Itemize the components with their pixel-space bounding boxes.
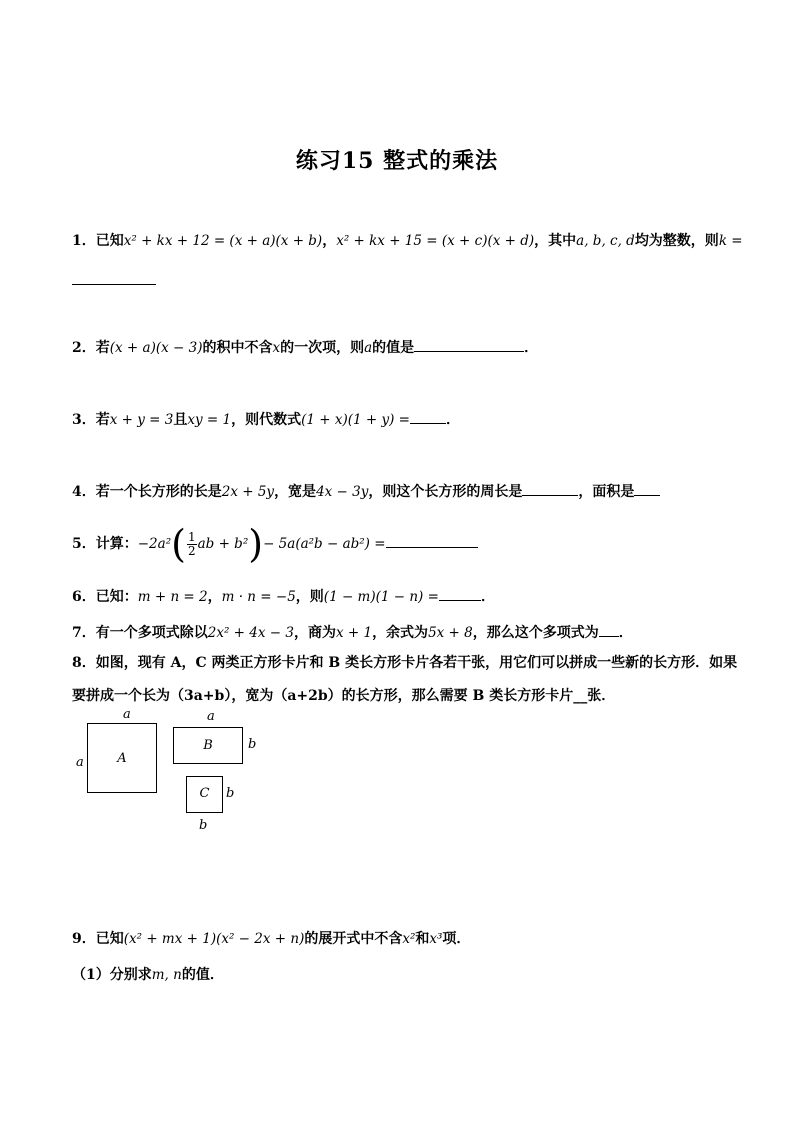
q6-end: ． xyxy=(480,589,495,605)
question-number: 7． xyxy=(72,625,96,641)
q3-answer-blank[interactable] xyxy=(410,409,446,424)
question-number: 8． xyxy=(72,655,96,671)
q6-answer-blank[interactable] xyxy=(439,586,481,601)
q2-answer-blank[interactable] xyxy=(414,337,524,352)
q7-end: ． xyxy=(618,625,633,641)
question-2 xyxy=(72,337,538,358)
q2-end: ． xyxy=(524,340,539,356)
q6-expr-1: m + n = 2 xyxy=(137,589,208,605)
q1-expr-2: x² + kx + 15 = (x + c)(x + d) xyxy=(336,233,535,249)
q3-expr-2: xy = 1 xyxy=(187,412,232,428)
q4-text: 若一个长方形的长是 xyxy=(95,484,222,500)
card-c xyxy=(186,776,223,813)
q1-answer-blank[interactable] xyxy=(72,270,156,285)
q1-expr-3: a, b, c, d xyxy=(576,233,635,249)
q4-text-3: ，则这个长方形的周长是 xyxy=(368,484,523,500)
question-number: 2． xyxy=(72,340,96,356)
question-number: 9． xyxy=(72,931,96,947)
q9-text: 已知 xyxy=(95,931,124,947)
q2-expr-2: x xyxy=(272,340,281,356)
label-b-right: b xyxy=(248,737,257,752)
fraction xyxy=(187,531,197,558)
question-9-part-1 xyxy=(72,965,224,985)
q4-expr-2: 4x − 3y xyxy=(316,484,369,500)
question-4 xyxy=(72,481,660,502)
question-number: 3． xyxy=(72,412,96,428)
q8-text-line-1: 如图，现有 A，C 两类正方形卡片和 B 类长方形卡片各若干张，用它们可以拼成一些新的长方形．如果 xyxy=(95,655,738,671)
question-8-line-1 xyxy=(72,653,737,673)
q1-text-3: 均为整数，则 xyxy=(634,233,719,249)
q9-expr-3: x³ xyxy=(429,931,443,947)
q5-expr-2: ab + b² xyxy=(197,536,249,552)
question-number: 1． xyxy=(72,233,96,249)
q3-expr-1: x + y = 3 xyxy=(109,412,174,428)
question-number: 6． xyxy=(72,589,96,605)
question-number: 4． xyxy=(72,484,96,500)
q7-expr-3: 5x + 8 xyxy=(428,625,473,641)
q4-expr-1: 2x + 5y xyxy=(221,484,275,500)
q9-text-3: 和 xyxy=(415,931,430,947)
q5-expr-3: − 5a xyxy=(263,536,296,552)
q7-text-4: ，那么这个多项式为 xyxy=(472,625,599,641)
sub1-text-2: 的值． xyxy=(181,967,224,983)
q5-expr-1: −2a² xyxy=(137,536,172,552)
q8-text-line-2: 要拼成一个长为（3a+b），宽为（a+2b）的长方形，那么需要 B 类长方形卡片__张． xyxy=(72,688,616,704)
card-b-label: B xyxy=(203,738,213,753)
fraction-numerator: 1 xyxy=(187,529,196,544)
q2-text-2: 的积中不含 xyxy=(202,340,273,356)
q1-text: 已知 xyxy=(95,233,124,249)
label-c-right: b xyxy=(226,786,235,801)
card-c-label: C xyxy=(199,786,210,801)
q9-expr-2: x² xyxy=(402,931,416,947)
q6-expr-3: (1 − m)(1 − n) = xyxy=(323,589,439,605)
sub-question-label: （1） xyxy=(72,967,110,983)
right-paren-icon: ) xyxy=(248,522,264,566)
q6-text: 已知： xyxy=(95,589,138,605)
label-b-top: a xyxy=(207,709,215,724)
q7-text: 有一个多项式除以 xyxy=(95,625,208,641)
q6-separator: ， xyxy=(207,589,222,605)
q7-text-3: ，余式为 xyxy=(372,625,429,641)
q1-text-2: ，其中 xyxy=(534,233,577,249)
q2-text: 若 xyxy=(95,340,110,356)
question-8-line-2 xyxy=(72,686,615,706)
sub1-text: 分别求 xyxy=(109,967,152,983)
q9-text-2: 的展开式中不含 xyxy=(304,931,403,947)
label-a-left: a xyxy=(76,755,84,770)
label-c-bottom: b xyxy=(199,818,208,833)
q1-expr-4: k = xyxy=(718,233,743,249)
q2-text-3: 的一次项，则 xyxy=(280,340,365,356)
q5-expr-4: (a²b − ab²) = xyxy=(295,536,386,552)
q7-expr-1: 2x² + 4x − 3 xyxy=(207,625,294,641)
q2-text-4: 的值是 xyxy=(372,340,415,356)
card-b xyxy=(173,727,243,764)
q5-answer-blank[interactable] xyxy=(386,533,478,548)
q4-text-2: ，宽是 xyxy=(274,484,317,500)
card-a xyxy=(87,723,157,793)
q1-expr-1: x² + kx + 12 = (x + a)(x + b) xyxy=(123,233,323,249)
q3-text: 若 xyxy=(95,412,110,428)
question-number: 5． xyxy=(72,536,96,552)
card-a-label: A xyxy=(117,751,127,766)
question-7 xyxy=(72,622,633,643)
q7-expr-2: x + 1 xyxy=(335,625,373,641)
q9-text-4: 项． xyxy=(442,931,471,947)
left-paren-icon: ( xyxy=(171,522,186,566)
fraction-denominator: 2 xyxy=(187,543,196,558)
label-a-top: a xyxy=(123,707,131,722)
q9-expr-1: (x² + mx + 1)(x² − 2x + n) xyxy=(123,931,305,947)
q3-expr-3: (1 + x)(1 + y) = xyxy=(301,412,410,428)
q6-expr-2: m · n = −5 xyxy=(221,589,296,605)
question-9 xyxy=(72,929,470,949)
q3-text-2: 且 xyxy=(173,412,188,428)
q7-answer-blank[interactable] xyxy=(599,622,619,637)
q3-end: ． xyxy=(446,412,460,428)
q3-text-3: ，则代数式 xyxy=(231,412,302,428)
q6-text-2: ，则 xyxy=(295,589,324,605)
page-title: 练习15 整式的乘法 xyxy=(295,148,499,174)
sub1-expr: m, n xyxy=(151,967,182,983)
q4-text-4: ，面积是 xyxy=(578,484,635,500)
q5-text: 计算： xyxy=(95,536,138,552)
question-3 xyxy=(72,409,460,430)
question-5 xyxy=(72,522,478,566)
q1-separator: ， xyxy=(322,233,337,249)
q7-text-2: ，商为 xyxy=(293,625,336,641)
question-6 xyxy=(72,586,495,607)
q4-area-blank[interactable] xyxy=(634,481,660,496)
q4-perimeter-blank[interactable] xyxy=(522,481,578,496)
question-1 xyxy=(72,231,743,251)
q2-expr-1: (x + a)(x − 3) xyxy=(109,340,203,356)
q2-expr-3: a xyxy=(364,340,373,356)
